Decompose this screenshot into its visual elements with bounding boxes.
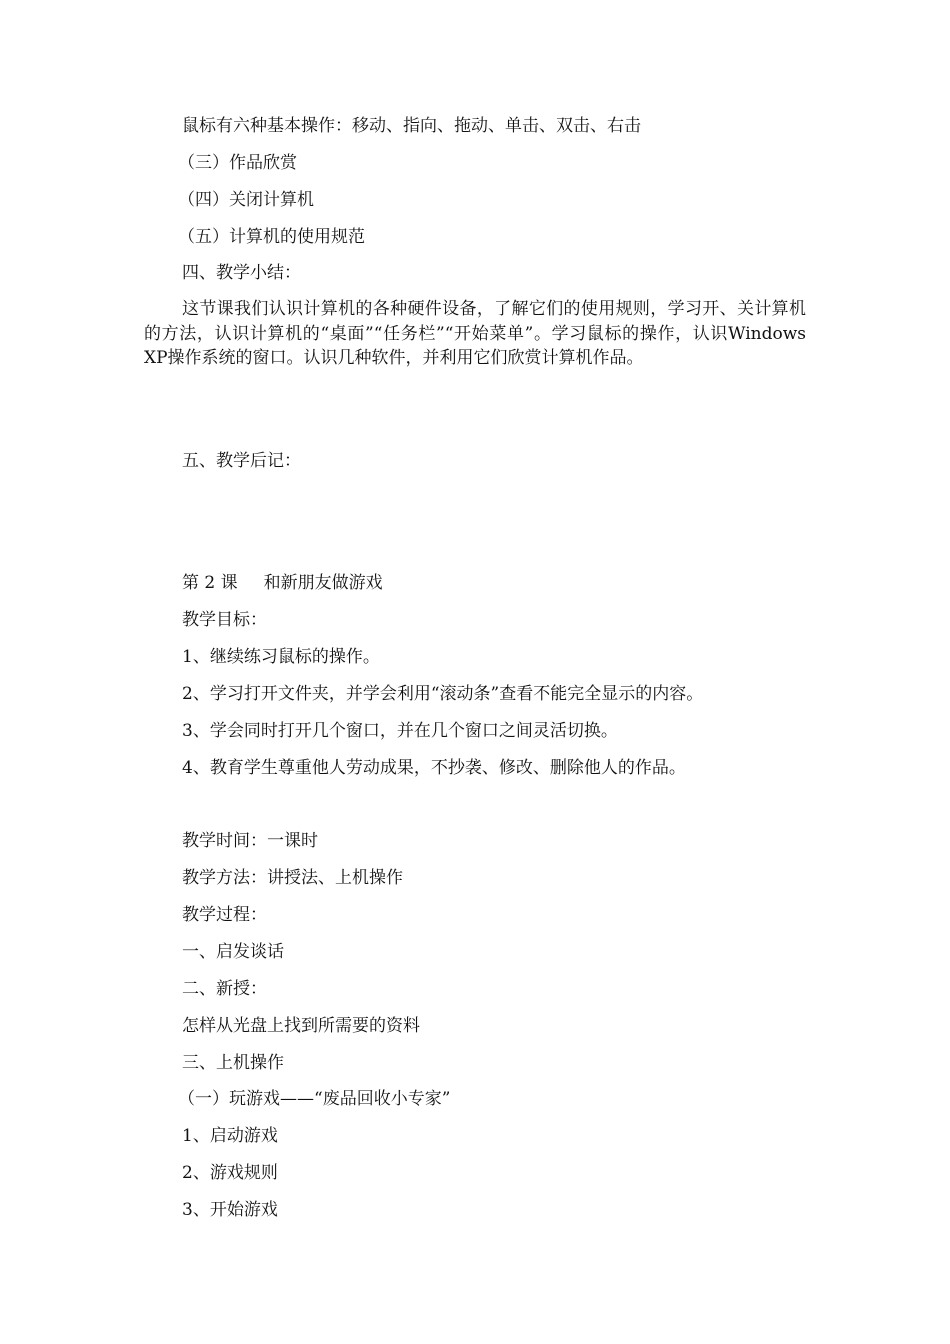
process-step-text: 怎样从光盘上找到所需要的资料 [182, 1016, 420, 1036]
item-shutdown-computer: （四）关闭计算机 [178, 190, 314, 210]
process-step: 三、上机操作 [182, 1053, 284, 1073]
goal-item: 3、学会同时打开几个窗口，并在几个窗口之间灵活切换。 [182, 721, 618, 741]
process-heading: 教学过程： [182, 905, 267, 925]
summary-paragraph: 这节课我们认识计算机的各种硬件设备，了解它们的使用规则，学习开、关计算机的方法，认识计算机的“桌面”“任务栏”“开始菜单”。学习鼠标的操作，认识Windows XP操作系统的窗口。认识几种软件，并利用它们欣赏计算机作品。 [144, 299, 806, 368]
item-usage-rules: （五）计算机的使用规范 [178, 227, 365, 247]
goal-item: 1、继续练习鼠标的操作。 [182, 647, 380, 667]
afterword-heading: 五、教学后记： [182, 451, 301, 471]
goal-item: 4、教育学生尊重他人劳动成果，不抄袭、修改、删除他人的作品。 [182, 758, 686, 778]
lesson-name: 和新朋友做游戏 [263, 573, 383, 593]
process-step: 一、启发谈话 [182, 942, 284, 962]
teaching-time: 教学时间：一课时 [182, 831, 318, 851]
sub-activity: （一）玩游戏——“废品回收小专家” [178, 1089, 451, 1109]
lesson-title [182, 573, 383, 593]
process-step: 二、新授： [182, 979, 267, 999]
sub-activity-item: 1、启动游戏 [182, 1126, 278, 1146]
goal-item: 2、学习打开文件夹，并学会利用“滚动条”查看不能完全显示的内容。 [182, 684, 704, 704]
goals-heading: 教学目标： [182, 610, 267, 630]
sub-activity-item: 3、开始游戏 [182, 1200, 278, 1220]
summary-heading: 四、教学小结： [182, 263, 301, 283]
teaching-method: 教学方法：讲授法、上机操作 [182, 868, 403, 888]
lesson-number: 第 2 课 [182, 573, 238, 593]
mouse-operations-text: 鼠标有六种基本操作：移动、指向、拖动、单击、双击、右击 [182, 116, 641, 136]
item-works-appreciation: （三）作品欣赏 [178, 153, 297, 173]
sub-activity-item: 2、游戏规则 [182, 1163, 278, 1183]
